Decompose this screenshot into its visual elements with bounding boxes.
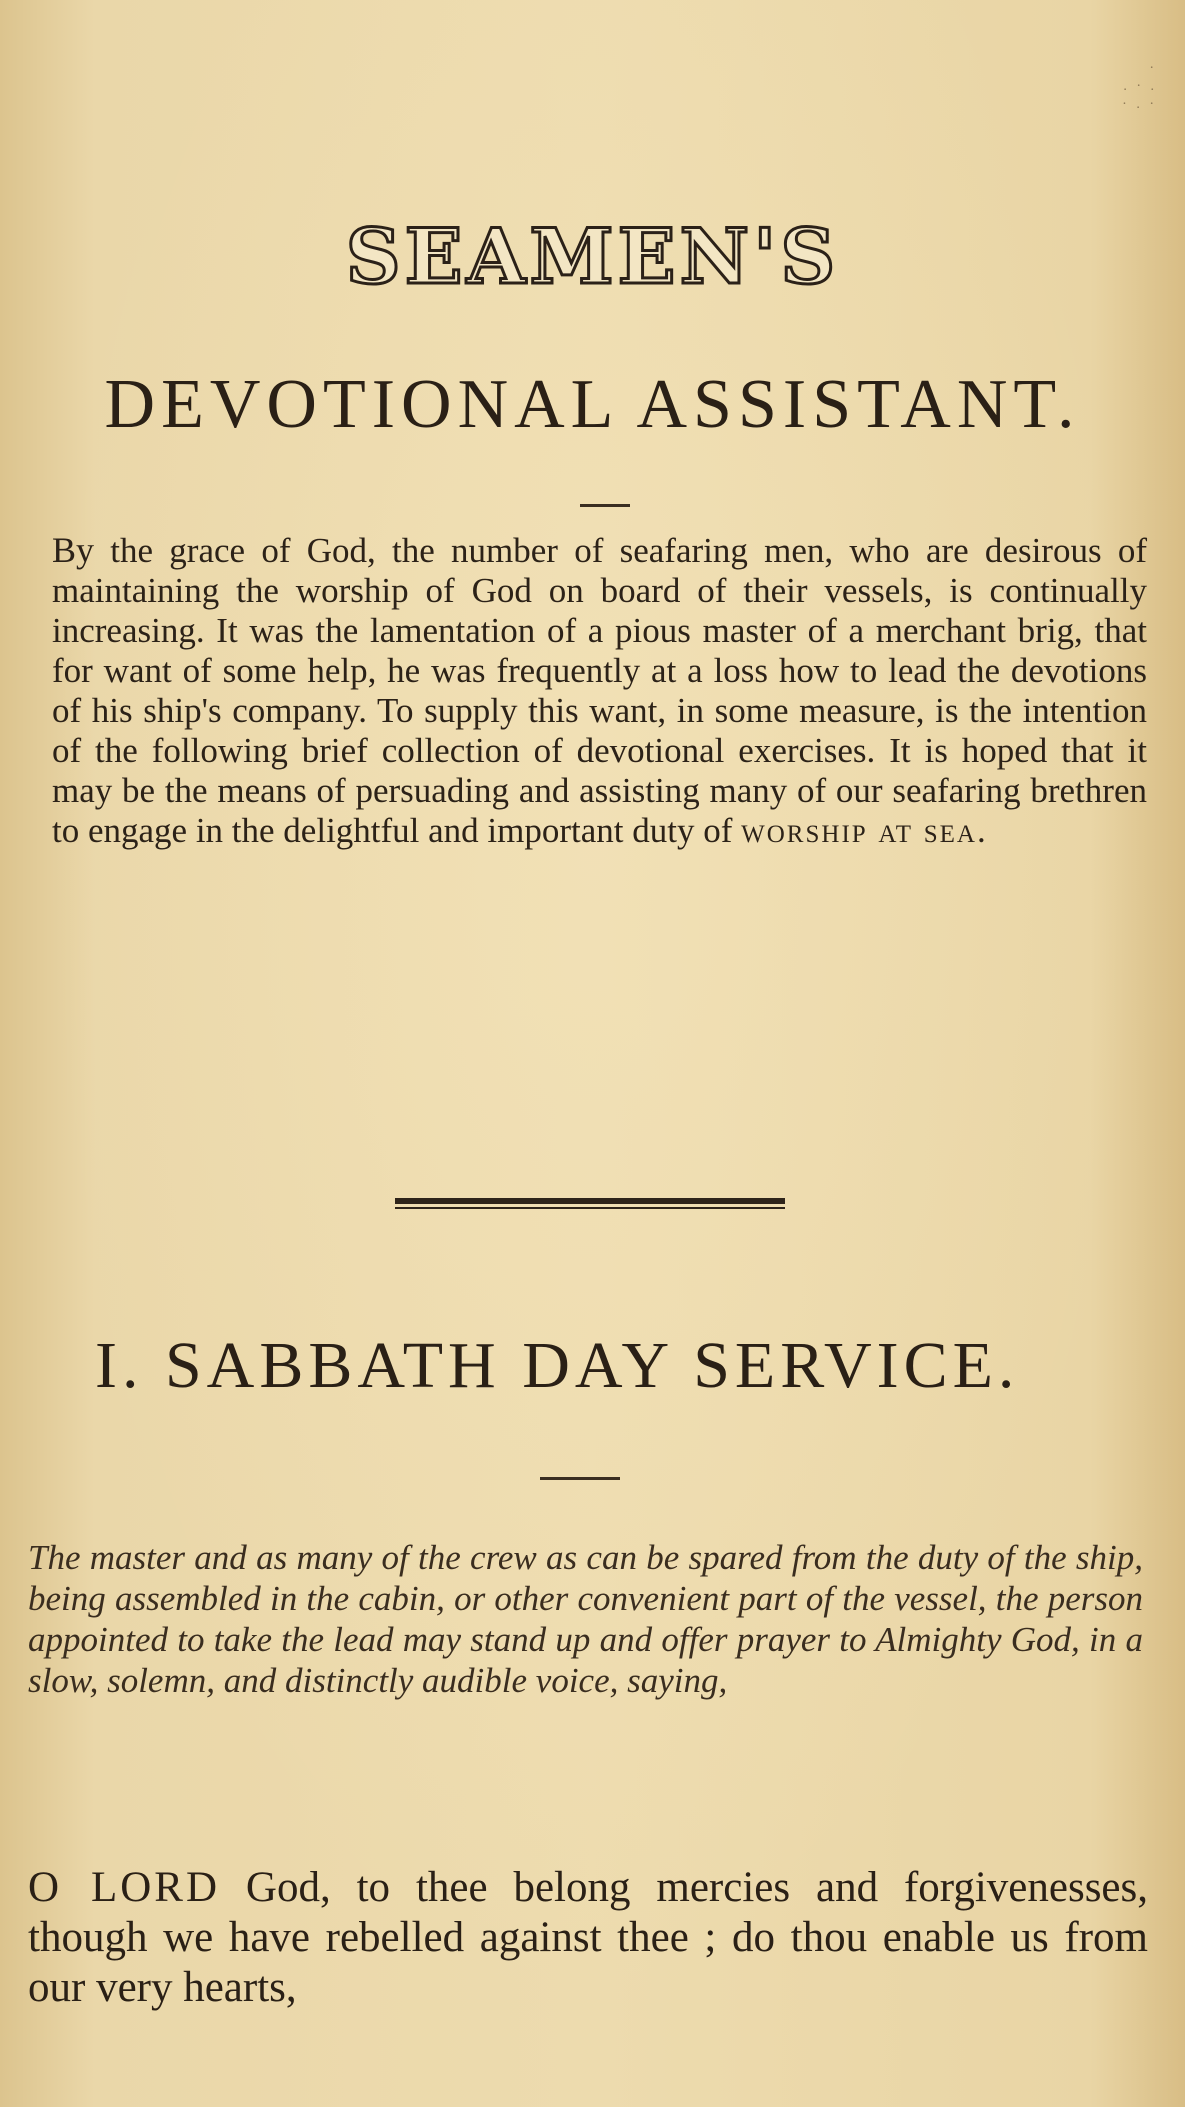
double-rule-thick-line	[395, 1198, 785, 1204]
intro-paragraph	[52, 530, 1147, 851]
rubric-instructions: The master and as many of the crew as can be spared from the duty of the ship, being assembled in the cabin, or other convenient part of the vessel, the person appointed to take the lead may stand up and offer prayer to Almighty God, in a slow, solemn, and distinctly audible voice, saying,	[28, 1538, 1143, 1700]
title-divider-rule	[580, 504, 630, 507]
title-line-seamens: SEAMEN'S	[345, 212, 840, 301]
section-double-rule	[395, 1198, 785, 1210]
intro-opening-word: By	[52, 530, 95, 570]
prayer-paragraph	[28, 1863, 1148, 2013]
section-divider-rule	[540, 1477, 620, 1480]
title-line-devotional-assistant: DEVOTIONAL ASSISTANT.	[104, 366, 1081, 443]
prayer-opening-o-lord: O LORD	[28, 1864, 221, 1911]
intro-body-text: the grace of God, the number of seafaring men, who are desirous of maintaining the worship of God on board of their vessels, is continually increasing. It was the lamentation of a pious master of a merchant brig, that for want of some help, he was frequently at a loss how to lead the devotions of his ship's company. To supply this want, in some measure, is the intention of the following brief collection of devotional exercises. It is hoped that it may be the means of persuading and assisting many of our seafaring brethren to engage in the delightful and important duty of	[52, 531, 1147, 850]
page-speckle-decoration: · . · . · . ·	[1122, 61, 1157, 112]
prayer-body-text: God, to thee belong mercies and forgivenesses, though we have rebelled against thee ; do thou enable us from our very hearts,	[28, 1864, 1148, 2011]
section-heading: I. SABBATH DAY SERVICE.	[95, 1329, 1020, 1402]
double-rule-thin-line	[395, 1207, 785, 1209]
intro-emphasis-worship-at-sea: worship at sea.	[741, 811, 988, 850]
